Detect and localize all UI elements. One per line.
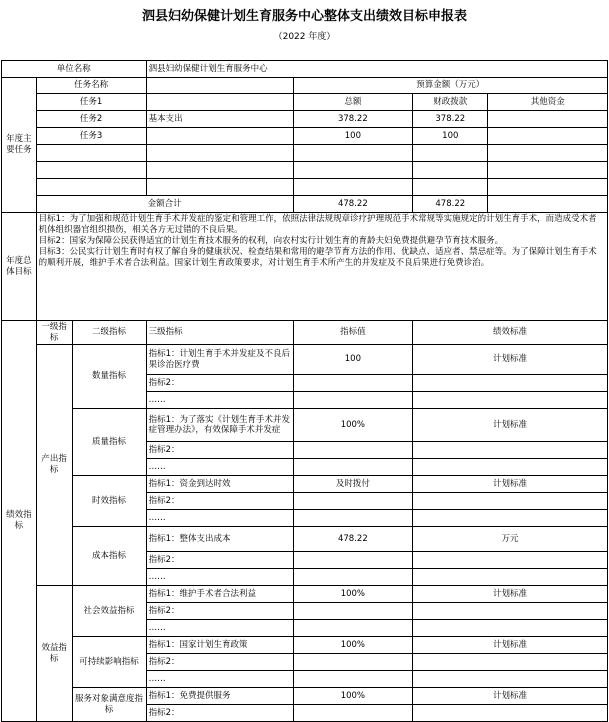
sum-label: 金额合计 (36, 196, 293, 213)
sum-fiscal: 478.22 (413, 196, 488, 213)
task-name: 任务3 (36, 128, 146, 145)
performance-table (1, 60, 608, 722)
level3-indicator: 指标2： (146, 493, 293, 510)
level3-indicator: 指标1：免费提供服务 (146, 688, 293, 705)
goal-3: 目标3：公民实行计划生育时有权了解自身的健康状况、检查结果和常用的避孕节育方法的作用、优缺点、适应者、禁忌症等。为了保障计划生育手术的顺利开展，维护手术者合法利益。国家计划生育政策要求，对计划生育手术所产生的并发症及不良后果进行免费诊治。 (38, 247, 597, 268)
indicator-standard (413, 552, 608, 569)
indicator-standard: 计划标准 (413, 637, 608, 654)
budget-header: 预算金额（万元） (293, 78, 607, 94)
indicator-standard (413, 603, 608, 620)
indicator-standard (413, 671, 608, 688)
indicator-value (293, 375, 413, 392)
task-fiscal: 100 (413, 128, 488, 145)
indicator-value (293, 654, 413, 671)
benefit-indicator-label: 效益指标 (36, 586, 72, 722)
indicator-standard (413, 654, 608, 671)
level2-indicator: 可持续影响指标 (72, 637, 146, 688)
task-other (488, 128, 608, 145)
indicator-standard (413, 705, 608, 722)
indicator-standard (413, 493, 608, 510)
level3-indicator: 指标2： (146, 375, 293, 392)
level2-indicator: 成本指标 (72, 527, 146, 586)
level1-header: 一级指标 (36, 321, 72, 345)
indicator-standard: 计划标准 (413, 688, 608, 705)
annual-tasks-label: 年度主要任务 (2, 78, 37, 213)
indicator-value: 100 (293, 345, 413, 375)
level2-indicator: 数量指标 (72, 345, 146, 409)
level3-indicator: 指标1：为了落实《计划生育手术并发症管理办法》，有效保障手术并发症 (146, 409, 293, 442)
indicator-value: 100% (293, 586, 413, 603)
level3-indicator: 指标1：资金到达时效 (146, 476, 293, 493)
indicator-value: 100% (293, 409, 413, 442)
goal-2: 目标2：国家为保障公民获得适宜的计划生育技术服务的权利，向农村实行计划生育的育龄夫妇免费提供避孕节育技术服务。 (38, 236, 504, 246)
task-total: 100 (293, 128, 413, 145)
sum-total: 478.22 (293, 196, 413, 213)
indicator-value: 478.22 (293, 527, 413, 552)
level3-indicator: …… (146, 620, 293, 637)
document-title: 泗县妇幼保健计划生育服务中心整体支出绩效目标申报表 (141, 9, 467, 24)
document-year: （2022 年度） (273, 32, 336, 42)
level3-indicator: 指标2： (146, 654, 293, 671)
goal-1: 目标1：为了加强和规范计划生育手术并发症的鉴定和管理工作，依照法律法规规章诊疗护理规范手术常规等实施规定的计划生育手术，而造成受术者机体组织器官组织损伤，相关各方无过错的不良后果。 (38, 214, 597, 235)
level3-indicator: 指标2： (146, 442, 293, 459)
level2-header: 二级指标 (72, 321, 146, 345)
task-name: 任务1 (36, 94, 146, 111)
task-desc (146, 94, 293, 111)
level3-indicator: 指标1：维护手术者合法利益 (146, 586, 293, 603)
output-indicator-label: 产出指标 (36, 345, 72, 586)
level3-indicator: 指标1：整体支出成本 (146, 527, 293, 552)
task-desc: 基本支出 (146, 111, 293, 128)
indicator-value (293, 569, 413, 586)
overall-goals-text (36, 213, 607, 321)
level3-header: 三级指标 (146, 321, 293, 345)
level3-indicator: 指标2： (146, 705, 293, 722)
indicator-standard (413, 375, 608, 392)
indicator-standard (413, 620, 608, 637)
overall-goals-label: 年度总体目标 (2, 213, 37, 321)
indicator-value (293, 620, 413, 637)
indicator-standard: 计划标准 (413, 345, 608, 375)
indicator-standard (413, 442, 608, 459)
indicator-value (293, 552, 413, 569)
task-total: 378.22 (293, 111, 413, 128)
indicator-value (293, 510, 413, 527)
indicator-value (293, 392, 413, 409)
indicator-standard: 计划标准 (413, 476, 608, 493)
indicator-standard (413, 569, 608, 586)
task-other (488, 111, 608, 128)
task-fiscal: 378.22 (413, 111, 488, 128)
value-header: 指标值 (293, 321, 413, 345)
unit-label: 单位名称 (2, 61, 147, 78)
indicator-value: 及时拨付 (293, 476, 413, 493)
indicator-value (293, 493, 413, 510)
standard-header: 绩效标准 (413, 321, 608, 345)
total-header: 总额 (293, 94, 413, 111)
indicator-standard (413, 459, 608, 476)
level3-indicator: 指标2： (146, 603, 293, 620)
level2-indicator: 质量指标 (72, 409, 146, 476)
level3-indicator: …… (146, 510, 293, 527)
indicator-value: 100% (293, 688, 413, 705)
performance-label: 绩效指标 (2, 321, 37, 722)
indicator-standard (413, 510, 608, 527)
indicator-value (293, 459, 413, 476)
level3-indicator: …… (146, 671, 293, 688)
level3-indicator: …… (146, 392, 293, 409)
task-desc (146, 128, 293, 145)
level2-indicator: 时效指标 (72, 476, 146, 527)
fiscal-header: 财政拨款 (413, 94, 488, 111)
indicator-standard: 计划标准 (413, 409, 608, 442)
level2-indicator: 社会效益指标 (72, 586, 146, 637)
indicator-value (293, 705, 413, 722)
indicator-standard: 计划标准 (413, 586, 608, 603)
indicator-value: 100% (293, 637, 413, 654)
indicator-standard (413, 392, 608, 409)
level2-indicator: 服务对象满意度指标 (72, 688, 146, 722)
indicator-value (293, 603, 413, 620)
level3-indicator: …… (146, 459, 293, 476)
indicator-value (293, 671, 413, 688)
indicator-value (293, 442, 413, 459)
level3-indicator: 指标1：计划生育手术并发症及不良后果诊治医疗费 (146, 345, 293, 375)
level3-indicator: 指标1：国家计划生育政策 (146, 637, 293, 654)
task-name-header: 任务名称 (36, 78, 146, 94)
level3-indicator: …… (146, 569, 293, 586)
task-name: 任务2 (36, 111, 146, 128)
level3-indicator: 指标2： (146, 552, 293, 569)
indicator-standard: 万元 (413, 527, 608, 552)
unit-value: 泗县妇幼保健计划生育服务中心 (146, 61, 607, 78)
other-header: 其他资金 (488, 94, 608, 111)
